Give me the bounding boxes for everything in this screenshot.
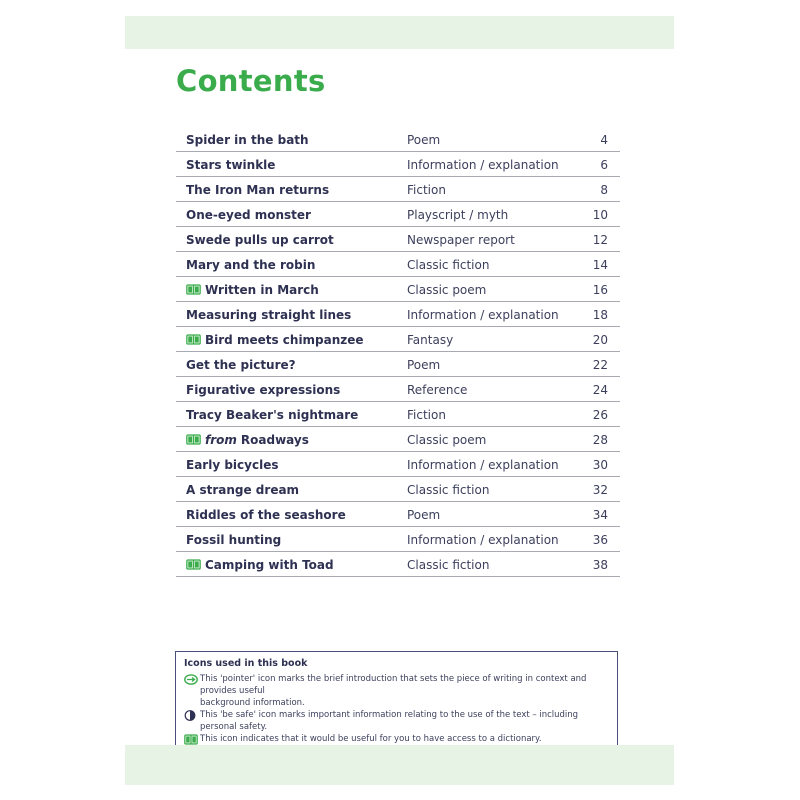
page-title: Contents [176, 64, 326, 98]
toc-entry-title-text: Stars twinkle [186, 157, 276, 172]
key-item-text: This 'pointer' icon marks the brief introduction that sets the piece of writing in context and provides useful [200, 674, 587, 696]
toc-entry-page-number: 4 [600, 132, 608, 147]
toc-entry-title-text: Roadways [240, 432, 309, 447]
toc-entry-page-number: 20 [592, 332, 608, 347]
toc-entry-genre: Classic poem [407, 282, 487, 297]
toc-row[interactable] [176, 503, 620, 527]
toc-entry-page-number: 36 [592, 532, 608, 547]
toc-entry-genre: Information / explanation [407, 457, 559, 472]
toc-entry-genre: Classic poem [407, 432, 487, 447]
be-safe-icon [184, 710, 198, 721]
toc-entry-prefix: from [205, 432, 237, 447]
toc-entry-title-text: Measuring straight lines [186, 307, 352, 322]
toc-row[interactable] [176, 153, 620, 177]
toc-entry-genre: Playscript / myth [407, 207, 509, 222]
dictionary-icon [186, 434, 201, 445]
toc-entry-title [186, 358, 296, 372]
toc-entry-page-number: 14 [592, 257, 608, 272]
toc-entry-title-text: Swede pulls up carrot [186, 232, 334, 247]
toc-row[interactable] [176, 228, 620, 252]
toc-entry-page-number: 10 [592, 207, 608, 222]
toc-entry-page-number: 8 [600, 182, 608, 197]
toc-entry-title [186, 433, 309, 447]
toc-entry-page-number: 26 [592, 407, 608, 422]
toc-entry-title-text: Figurative expressions [186, 382, 341, 397]
toc-row[interactable] [176, 428, 620, 452]
icons-key-heading: Icons used in this book [184, 658, 308, 669]
toc-entry-page-number: 16 [592, 282, 608, 297]
key-item-text-continued: background information. [200, 698, 305, 708]
toc-entry-title [186, 208, 311, 222]
contents-table [176, 128, 620, 578]
toc-row[interactable] [176, 203, 620, 227]
toc-entry-title-text: Bird meets chimpanzee [205, 332, 364, 347]
toc-entry-title-text: One-eyed monster [186, 207, 311, 222]
toc-entry-genre: Newspaper report [407, 232, 515, 247]
toc-entry-genre: Classic fiction [407, 557, 490, 572]
toc-entry-title [186, 133, 309, 147]
toc-entry-page-number: 30 [592, 457, 608, 472]
toc-entry-title [186, 258, 315, 272]
toc-entry-genre: Information / explanation [407, 307, 559, 322]
toc-entry-genre: Fantasy [407, 332, 454, 347]
toc-entry-title [186, 183, 329, 197]
toc-entry-page-number: 18 [592, 307, 608, 322]
key-item-dictionary [184, 733, 609, 745]
toc-entry-genre: Classic fiction [407, 257, 490, 272]
toc-entry-genre: Reference [407, 382, 468, 397]
toc-row[interactable] [176, 453, 620, 477]
dictionary-icon [184, 734, 198, 745]
toc-row[interactable] [176, 303, 620, 327]
bottom-decorative-band [125, 745, 674, 785]
toc-row[interactable] [176, 378, 620, 402]
dictionary-icon [186, 334, 201, 345]
toc-entry-title [186, 308, 351, 322]
toc-row[interactable] [176, 328, 620, 352]
toc-entry-title-text: Written in March [205, 282, 319, 297]
toc-entry-page-number: 32 [592, 482, 608, 497]
toc-entry-genre: Fiction [407, 407, 446, 422]
toc-row[interactable] [176, 178, 620, 202]
toc-entry-title-text: Tracy Beaker's nightmare [186, 407, 359, 422]
toc-entry-title-text: Early bicycles [186, 457, 279, 472]
toc-entry-title-text: A strange dream [186, 482, 300, 497]
toc-entry-page-number: 6 [600, 157, 608, 172]
toc-entry-genre: Fiction [407, 182, 446, 197]
toc-entry-title [186, 158, 275, 172]
toc-entry-title-text: Mary and the robin [186, 257, 316, 272]
key-item-text: This icon indicates that it would be useful for you to have access to a dictionary. [200, 734, 542, 744]
toc-entry-title-text: Fossil hunting [186, 532, 282, 547]
top-decorative-band [125, 16, 674, 49]
toc-row[interactable] [176, 253, 620, 277]
toc-row[interactable] [176, 478, 620, 502]
pointer-icon [184, 674, 198, 685]
toc-entry-title-text: Riddles of the seashore [186, 507, 346, 522]
toc-entry-page-number: 12 [592, 232, 608, 247]
toc-entry-page-number: 38 [592, 557, 608, 572]
toc-entry-page-number: 28 [592, 432, 608, 447]
key-item-pointer [184, 673, 609, 709]
toc-row[interactable] [176, 128, 620, 152]
toc-entry-title-text: Camping with Toad [205, 557, 334, 572]
toc-entry-page-number: 22 [592, 357, 608, 372]
toc-entry-title [186, 533, 281, 547]
toc-entry-title-text: Get the picture? [186, 357, 296, 372]
dictionary-icon [186, 284, 201, 295]
toc-entry-genre: Poem [407, 507, 441, 522]
toc-entry-title [186, 483, 299, 497]
toc-entry-genre: Poem [407, 132, 441, 147]
toc-entry-title [186, 558, 334, 572]
toc-row[interactable] [176, 278, 620, 302]
dictionary-icon [186, 559, 201, 570]
key-item-be-safe [184, 709, 609, 733]
toc-entry-title-text: Spider in the bath [186, 132, 309, 147]
toc-entry-genre: Poem [407, 357, 441, 372]
toc-entry-title-text: The Iron Man returns [186, 182, 330, 197]
toc-entry-title [186, 383, 340, 397]
toc-entry-title [186, 408, 358, 422]
toc-entry-genre: Classic fiction [407, 482, 490, 497]
toc-entry-page-number: 24 [592, 382, 608, 397]
toc-entry-genre: Information / explanation [407, 157, 559, 172]
icons-key-box [175, 651, 618, 757]
toc-entry-title [186, 283, 319, 297]
toc-row[interactable] [176, 353, 620, 377]
key-item-text: This 'be safe' icon marks important information relating to the use of the text – including personal safety. [200, 710, 579, 732]
toc-row[interactable] [176, 528, 620, 552]
toc-entry-title [186, 233, 334, 247]
toc-entry-genre: Information / explanation [407, 532, 559, 547]
toc-row[interactable] [176, 403, 620, 427]
toc-entry-title [186, 458, 278, 472]
toc-entry-title [186, 333, 364, 347]
toc-entry-page-number: 34 [592, 507, 608, 522]
toc-entry-title [186, 508, 346, 522]
toc-row[interactable] [176, 553, 620, 577]
